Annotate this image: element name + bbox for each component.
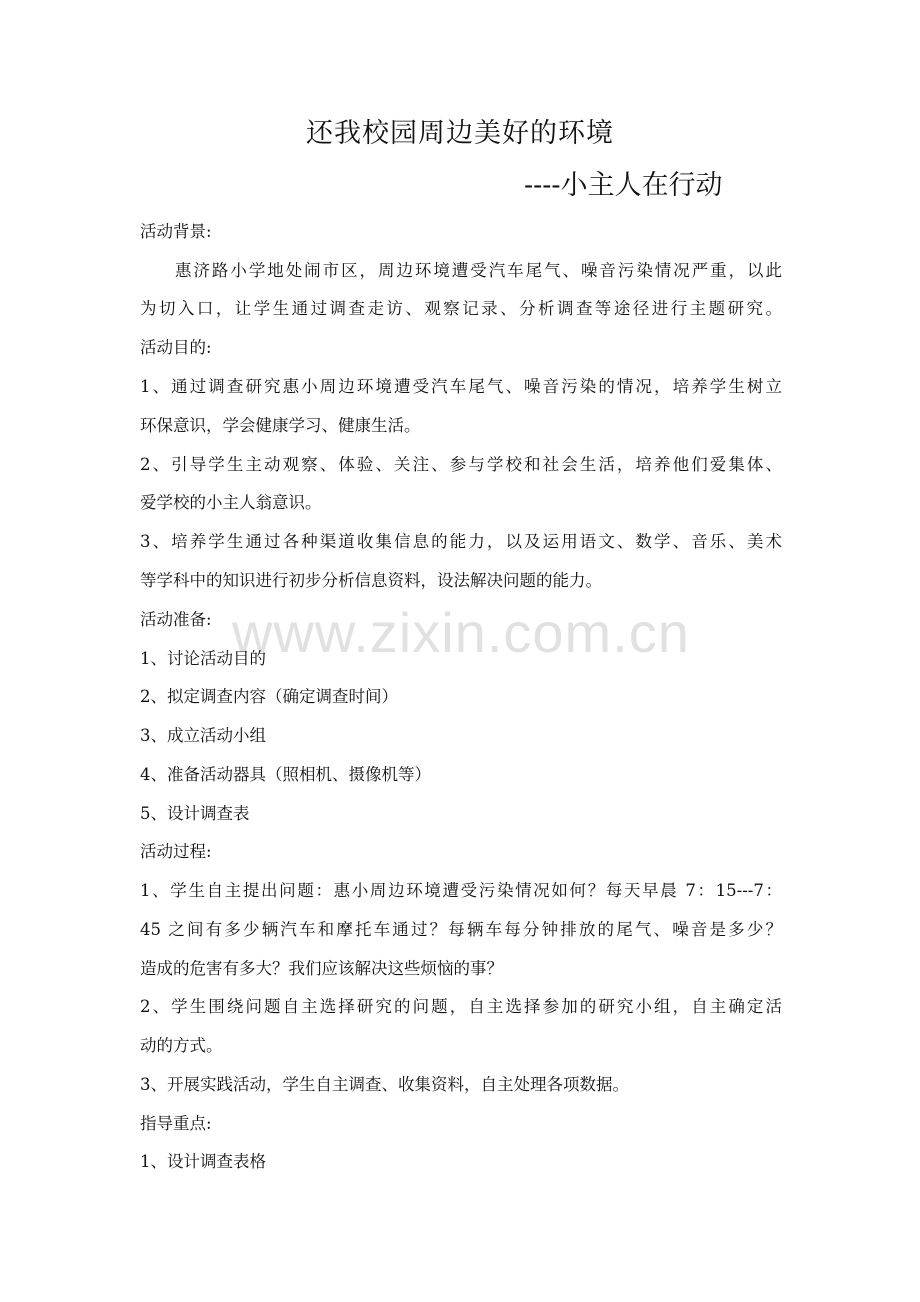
section-heading-purpose: 活动目的:: [140, 338, 212, 357]
list-item: 1、设计调查表格: [140, 1152, 266, 1171]
document-subtitle: ----小主人在行动: [524, 170, 723, 201]
paragraph-line: 为切入口，让学生通过调查走访、观察记录、分析调查等途径进行主题研究。: [140, 299, 782, 318]
list-item: 3、成立活动小组: [140, 726, 266, 745]
list-item: 4、准备活动器具（照相机、摄像机等）: [140, 765, 431, 784]
list-item: 1、讨论活动目的: [140, 649, 266, 668]
paragraph-line: 1、学生自主提出问题：惠小周边环境遭受污染情况如何？每天早晨 7：15---7：: [140, 881, 782, 900]
paragraph-line: 动的方式。: [140, 1036, 223, 1055]
paragraph-line: 环保意识，学会健康学习、健康生活。: [140, 416, 421, 435]
list-item: 5、设计调查表: [140, 804, 250, 823]
paragraph-line: 45 之间有多少辆汽车和摩托车通过？每辆车每分钟排放的尾气、噪音是多少？: [140, 920, 782, 939]
paragraph-line: 造成的危害有多大？我们应该解决这些烦恼的事？: [140, 959, 503, 978]
paragraph-line: 2、引导学生主动观察、体验、关注、参与学校和社会生活，培养他们爱集体、: [140, 455, 782, 474]
document-title: 还我校园周边美好的环境: [306, 118, 614, 149]
paragraph-line: 等学科中的知识进行初步分析信息资料，设法解决问题的能力。: [140, 571, 602, 590]
paragraph-line: 2、学生围绕问题自主选择研究的问题，自主选择参加的研究小组，自主确定活: [140, 997, 782, 1016]
paragraph-line: 3、开展实践活动，学生自主调查、收集资料，自主处理各项数据。: [140, 1075, 629, 1094]
paragraph-line: 1、通过调查研究惠小周边环境遭受汽车尾气、噪音污染的情况，培养学生树立: [140, 377, 782, 396]
section-heading-background: 活动背景:: [140, 222, 212, 241]
paragraph-line: 爱学校的小主人翁意识。: [140, 493, 322, 512]
section-heading-guidance: 指导重点:: [140, 1114, 212, 1133]
section-heading-process: 活动过程:: [140, 842, 212, 861]
paragraph-line: 3、培养学生通过各种渠道收集信息的能力，以及运用语文、数学、音乐、美术: [140, 532, 782, 551]
watermark: www.zixin.com.cn: [232, 601, 690, 664]
paragraph-line: 惠济路小学地处闹市区，周边环境遭受汽车尾气、噪音污染情况严重，以此: [175, 261, 782, 280]
section-heading-preparation: 活动准备:: [140, 610, 212, 629]
list-item: 2、拟定调查内容（确定调查时间）: [140, 687, 398, 706]
